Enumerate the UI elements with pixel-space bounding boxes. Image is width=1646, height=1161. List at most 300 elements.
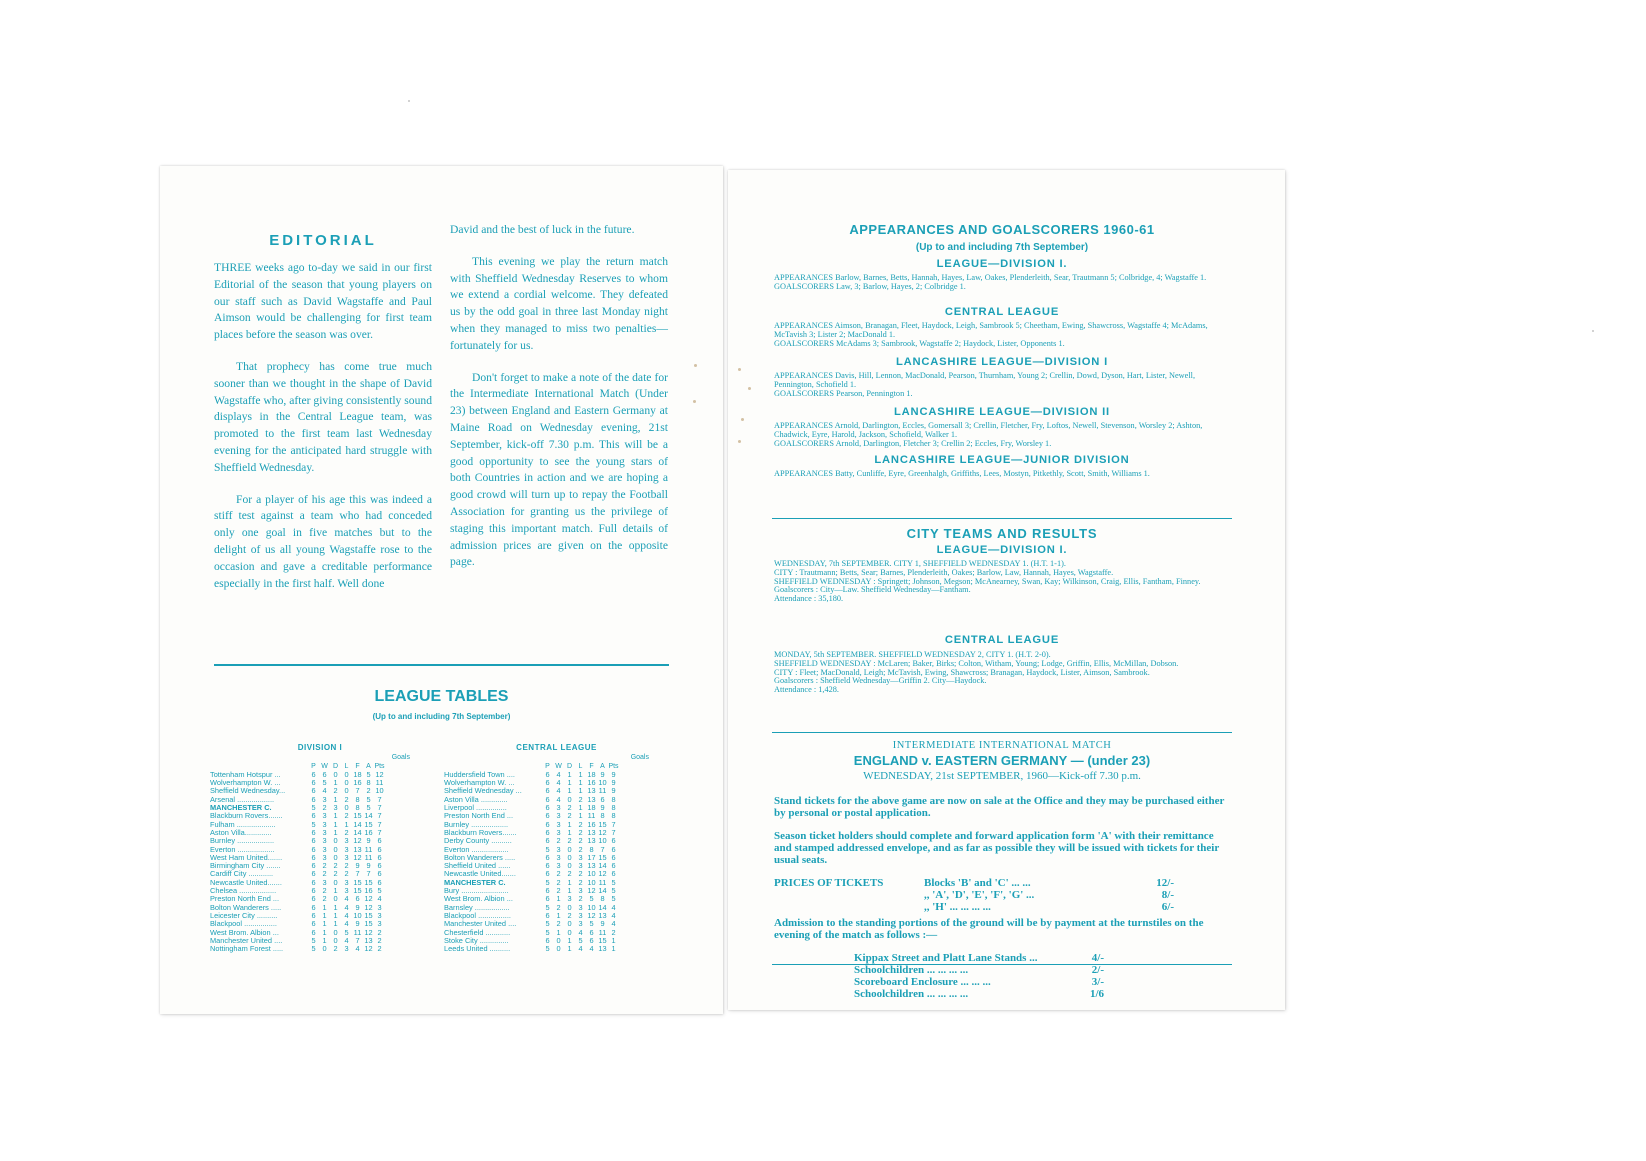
stat-cell: 0 (567, 919, 572, 929)
team-name: Blackburn Rovers....... (210, 812, 283, 821)
stat-cell: 1 (611, 944, 616, 954)
team-name: Nottingham Forest ..... (210, 945, 284, 954)
stat-cell: 12 (353, 836, 362, 846)
section-heading: LANCASHIRE LEAGUE—JUNIOR DIVISION (874, 454, 1130, 466)
team-name: Bury ....................... (444, 887, 509, 896)
stat-cell: 6 (545, 861, 550, 871)
stat-cell: 1 (333, 827, 338, 837)
stat-cell: 4 (589, 944, 594, 954)
stat-cell: 1 (578, 803, 583, 813)
team-name: Newcastle United....... (444, 870, 516, 879)
stat-cell: 10 (598, 836, 607, 846)
left-page (160, 166, 723, 1014)
stat-cell: 0 (333, 852, 338, 862)
stat-cell: 4 (556, 769, 561, 779)
paper-mark (694, 364, 697, 367)
stat-cell: 6 (311, 877, 316, 887)
stat-cell: 6 (545, 836, 550, 846)
stat-cell: 5 (611, 894, 616, 904)
appearances-block (774, 322, 1228, 348)
central-league-table (444, 744, 669, 953)
stat-cell: 18 (587, 803, 596, 813)
stat-cell: 12 (353, 852, 362, 862)
stat-cell: 3 (322, 844, 327, 854)
stat-cell: 3 (578, 861, 583, 871)
stat-cell: 6 (545, 794, 550, 804)
stat-cell: 1 (333, 910, 338, 920)
column-header: F (589, 762, 594, 770)
team-name: Everton .................. (444, 845, 509, 854)
stat-cell: 9 (366, 836, 371, 846)
central-result (774, 651, 1228, 695)
column-header: Pts (374, 762, 385, 770)
stat-cell: 5 (311, 803, 316, 813)
stat-cell: 13 (587, 794, 596, 804)
stat-cell: 0 (333, 927, 338, 937)
stat-cell: 15 (364, 877, 373, 887)
stat-cell: 7 (377, 819, 382, 829)
stat-cell: 4 (344, 935, 349, 945)
team-name: Liverpool ............... (444, 804, 507, 813)
goalscorers-value: McAdams 3; Sambrook, Wagstaffe 2; Haydock, Lister, Opponents 1. (836, 338, 1065, 348)
stat-cell: 3 (578, 910, 583, 920)
stat-cell: 14 (353, 819, 362, 829)
stat-cell: 1 (567, 769, 572, 779)
stat-cell: 2 (322, 869, 327, 879)
stat-cell: 3 (556, 811, 561, 821)
stat-cell: 0 (333, 894, 338, 904)
appearances-block (774, 274, 1228, 292)
team-name: Cardiff City ............ (210, 870, 274, 879)
stat-cell: 1 (556, 927, 561, 937)
stat-cell: 1 (567, 935, 572, 945)
team-name: Everton .................. (210, 845, 275, 854)
stat-cell: 12 (364, 944, 373, 954)
stat-cell: 1 (567, 877, 572, 887)
stat-cell: 2 (556, 919, 561, 929)
stat-cell: 6 (311, 844, 316, 854)
team-name: Tottenham Hotspur ... (210, 770, 281, 779)
price-description: Schoolchildren ... ... ... ... (854, 988, 969, 1000)
stat-cell: 2 (611, 927, 616, 937)
team-name: West Ham United....... (210, 853, 283, 862)
stat-cell: 6 (545, 827, 550, 837)
stat-cell: 13 (598, 944, 607, 954)
paper-mark (738, 368, 741, 371)
team-name: Leicester City .......... (210, 911, 278, 920)
stat-cell: 5 (322, 778, 327, 788)
stat-cell: 8 (611, 811, 616, 821)
goalscorers-line (774, 440, 1228, 449)
stat-cell: 2 (556, 886, 561, 896)
stat-cell: 6 (311, 927, 316, 937)
appearances-title: APPEARANCES AND GOALSCORERS 1960-61 (849, 222, 1155, 237)
stat-cell: 6 (545, 786, 550, 796)
stat-cell: 14 (598, 861, 607, 871)
league-result (774, 560, 1228, 604)
stat-cell: 6 (545, 869, 550, 879)
stat-cell: 9 (611, 786, 616, 796)
stat-cell: 15 (364, 919, 373, 929)
table-name: DIVISION I (297, 743, 343, 752)
section-divider (772, 964, 1232, 965)
stat-cell: 0 (344, 769, 349, 779)
stat-cell: 6 (311, 886, 316, 896)
stat-cell: 0 (567, 902, 572, 912)
stat-cell: 8 (611, 803, 616, 813)
stat-cell: 7 (355, 869, 360, 879)
stat-cell: 14 (353, 827, 362, 837)
goals-label: Goals (391, 754, 410, 762)
stat-cell: 13 (587, 786, 596, 796)
team-name: Chesterfield ............ (444, 928, 511, 937)
team-name: Blackpool ................ (444, 911, 511, 920)
column-header: W (321, 762, 328, 770)
team-name: Derby County .......... (444, 837, 512, 846)
goalscorers-value: Pearson, Pennington 1. (836, 388, 913, 398)
editorial-paragraph: David and the best of luck in the future. (450, 223, 635, 236)
stat-cell: 6 (611, 836, 616, 846)
team-name: Preston North End ... (210, 895, 280, 904)
stat-cell: 11 (587, 811, 596, 821)
ticket-paragraph: Stand tickets for the above game are now on sale at the Office and they may be purchased either by personal or postal application. (774, 795, 1225, 819)
stat-cell: 0 (322, 944, 327, 954)
stat-cell: 2 (567, 803, 572, 813)
stat-cell: 1 (333, 811, 338, 821)
editorial-column-left (214, 260, 432, 607)
team-name: Burnley .................. (444, 820, 509, 829)
team-name: Stoke City .............. (444, 936, 509, 945)
stat-cell: 0 (344, 786, 349, 796)
stat-cell: 7 (600, 844, 605, 854)
standings (210, 763, 385, 954)
stat-cell: 2 (322, 886, 327, 896)
stat-cell: 3 (344, 944, 349, 954)
goalscorers-line (774, 340, 1228, 349)
editorial-paragraph: This evening we play the return match with Sheffield Wednesday Reserves to whom we extend a cordial welcome. They defeated us by the odd goal in three last Monday night when they managed to miss two penalties—fortunately for us. (450, 254, 668, 352)
appearances-line (774, 470, 1228, 479)
stat-cell: 2 (567, 836, 572, 846)
stat-cell: 2 (578, 827, 583, 837)
stat-cell: 0 (567, 927, 572, 937)
stat-cell: 2 (567, 811, 572, 821)
appearances-label: APPEARANCES (774, 371, 834, 380)
stat-cell: 9 (355, 919, 360, 929)
appearances-label: APPEARANCES (774, 273, 834, 282)
team-name: Aston Villa ............. (444, 795, 508, 804)
stat-cell: 6 (611, 852, 616, 862)
stat-cell: 7 (355, 786, 360, 796)
stat-cell: 6 (377, 836, 382, 846)
stat-cell: 8 (355, 803, 360, 813)
stat-cell: 6 (611, 844, 616, 854)
stat-cell: 15 (364, 819, 373, 829)
city-team: CITY : Fleet; MacDonald, Leigh; McTavish, Ewing, Shawcross; Branagan, Haydock, Lister, Aimson, Sambrook. (774, 667, 1150, 677)
stat-cell: 6 (545, 778, 550, 788)
stat-cell: 7 (377, 827, 382, 837)
column-header: D (566, 762, 573, 770)
stat-cell: 5 (311, 819, 316, 829)
stat-cell: 2 (366, 786, 371, 796)
stat-cell: 2 (578, 836, 583, 846)
stat-cell: 1 (567, 944, 572, 954)
stat-cell: 9 (611, 769, 616, 779)
stat-cell: 3 (556, 852, 561, 862)
team-name: MANCHESTER C. (210, 804, 272, 813)
stat-cell: 9 (600, 919, 605, 929)
stat-cell: 5 (589, 894, 594, 904)
stat-cell: 13 (364, 935, 373, 945)
stat-cell: 3 (556, 844, 561, 854)
stat-cell: 0 (344, 803, 349, 813)
match-line: MONDAY, 5th SEPTEMBER. SHEFFIELD WEDNESDAY 2, CITY 1. (H.T. 2-0). (774, 650, 1051, 659)
stat-cell: 12 (598, 869, 607, 879)
stat-cell: 8 (366, 778, 371, 788)
stat-cell: 4 (611, 910, 616, 920)
stat-cell: 6 (311, 827, 316, 837)
team-name: Leeds United .......... (444, 945, 511, 954)
stat-cell: 16 (587, 778, 596, 788)
section-heading: LANCASHIRE LEAGUE—DIVISION I (896, 356, 1108, 368)
stat-cell: 3 (377, 902, 382, 912)
team-name: Barnsley ................. (444, 903, 510, 912)
column-header: A (600, 762, 605, 770)
stat-cell: 2 (322, 803, 327, 813)
stat-cell: 3 (322, 794, 327, 804)
stat-cell: 3 (556, 819, 561, 829)
stat-cell: 3 (344, 877, 349, 887)
appearances-value: Batty, Cunliffe, Eyre, Greenhalgh, Griffiths, Lees, Mostyn, Pitkethly, Scott, Smith, Williams 1. (835, 469, 1150, 478)
stat-cell: 0 (567, 844, 572, 854)
stat-cell: 13 (353, 844, 362, 854)
appearances-value: Arnold, Darlington, Eccles, Gomersall 3; Crellin, Fletcher, Fry, Loftos, Newell, Stevenson, Worsley 2; Ashton, Chadwick, Eyre, Harold, Jackson, Schofield, Walker 1. (774, 421, 1203, 439)
stat-cell: 1 (322, 935, 327, 945)
stat-cell: 6 (545, 886, 550, 896)
stat-cell: 2 (556, 902, 561, 912)
stat-cell: 5 (545, 919, 550, 929)
stat-cell: 8 (589, 844, 594, 854)
stat-cell: 2 (333, 786, 338, 796)
price-row (924, 901, 1174, 913)
stat-cell: 2 (333, 944, 338, 954)
stat-cell: 12 (587, 910, 596, 920)
price-row (854, 976, 1104, 988)
price-value: 1/6 (1089, 988, 1104, 1000)
stat-cell: 10 (598, 778, 607, 788)
stat-cell: 5 (545, 902, 550, 912)
stat-cell: 12 (598, 827, 607, 837)
stat-cell: 6 (377, 869, 382, 879)
stat-cell: 0 (556, 944, 561, 954)
stat-cell: 11 (598, 877, 607, 887)
stat-cell: 2 (578, 794, 583, 804)
stat-cell: 6 (355, 894, 360, 904)
stat-cell: 3 (578, 919, 583, 929)
stat-cell: 6 (311, 794, 316, 804)
price-row (924, 889, 1174, 901)
appearances-label: APPEARANCES (774, 469, 834, 478)
stat-cell: 6 (545, 769, 550, 779)
stat-cell: 5 (611, 877, 616, 887)
stat-cell: 4 (611, 902, 616, 912)
section-divider (772, 732, 1232, 733)
stat-cell: 0 (333, 935, 338, 945)
stat-cell: 3 (578, 852, 583, 862)
attendance-line: Attendance : 35,180. (774, 594, 844, 604)
editorial-paragraph: For a player of his age this was indeed a stiff test against a team who had conceded only one goal in five matches but to the delight of us all young Wagstaffe rose to the occasion and gave a creditable performance especially in the first half. Well done (214, 492, 432, 590)
column-header: W (555, 762, 562, 770)
editorial-title: EDITORIAL (269, 232, 377, 249)
price-row (854, 952, 1104, 964)
editorial-column-right (450, 222, 668, 586)
team-name: Wolverhampton W. ... (444, 779, 515, 788)
stat-cell: 11 (375, 778, 384, 788)
column-header: L (578, 762, 583, 770)
stat-cell: 14 (598, 886, 607, 896)
price-value: 8/- (1161, 889, 1174, 901)
stat-cell: 3 (556, 861, 561, 871)
appearances-block (774, 422, 1228, 448)
team-name: Sheffield Wednesday ... (444, 787, 522, 796)
stat-cell: 6 (311, 778, 316, 788)
stat-cell: 6 (311, 836, 316, 846)
stat-cell: 2 (556, 877, 561, 887)
stat-cell: 10 (587, 877, 596, 887)
section-heading: LANCASHIRE LEAGUE—DIVISION II (894, 406, 1110, 418)
price-description: ,, 'H' ... ... ... ... (924, 901, 991, 913)
international-overline: INTERMEDIATE INTERNATIONAL MATCH (892, 740, 1112, 751)
stat-cell: 3 (322, 852, 327, 862)
team-name: Wolverhampton W. ... (210, 779, 281, 788)
league-tables-title: LEAGUE TABLES (374, 688, 509, 705)
stat-cell: 1 (322, 910, 327, 920)
stat-cell: 4 (355, 944, 360, 954)
team-name: Birmingham City ....... (210, 862, 281, 871)
stat-cell: 8 (600, 811, 605, 821)
stat-cell: 4 (344, 902, 349, 912)
paper-mark (408, 100, 410, 102)
stat-cell: 2 (344, 827, 349, 837)
stat-cell: 9 (600, 803, 605, 813)
stat-cell: 4 (578, 927, 583, 937)
opponent-team: SHEFFIELD WEDNESDAY : McLaren; Baker, Birks; Colton, Witham, Young; Lodge, Griffin, Ellis, McMillan, Dobson. (774, 658, 1179, 668)
stat-cell: 4 (556, 786, 561, 796)
team-label: SHEFFIELD WEDNESDAY : (774, 576, 876, 586)
league-tables-subtitle: (Up to and including 7th September) (372, 712, 511, 721)
stat-cell: 12 (364, 894, 373, 904)
stat-cell: 12 (364, 902, 373, 912)
stat-cell: 11 (364, 844, 373, 854)
stat-cell: 6 (545, 819, 550, 829)
price-value: 2/- (1091, 964, 1104, 976)
paper-mark (748, 387, 751, 390)
stat-cell: 1 (333, 819, 338, 829)
stat-cell: 8 (611, 794, 616, 804)
stat-cell: 1 (322, 919, 327, 929)
stat-cell: 6 (377, 861, 382, 871)
goalscorers-line: Goalscorers : Sheffield Wednesday—Griffin 2. City—Haydock. (774, 676, 987, 686)
stat-cell: 6 (545, 935, 550, 945)
stat-cell: 1 (567, 819, 572, 829)
stat-cell: 1 (578, 769, 583, 779)
price-value: 12/- (1156, 877, 1174, 889)
results-title: CITY TEAMS AND RESULTS (906, 526, 1098, 541)
stat-cell: 3 (556, 827, 561, 837)
stat-cell: 1 (567, 778, 572, 788)
stat-cell: 6 (545, 894, 550, 904)
stat-cell: 6 (311, 852, 316, 862)
team-name: Bolton Wanderers ..... (444, 853, 516, 862)
stat-cell: 3 (344, 886, 349, 896)
appearances-value: Barlow, Barnes, Betts, Hannah, Hayes, Law, Oakes, Plenderleith, Sear, Trautmann 5; Colbridge, 4; Wagstaffe 1. (835, 273, 1207, 282)
stat-cell: 2 (344, 869, 349, 879)
team-name: MANCHESTER C. (444, 878, 506, 887)
stat-cell: 8 (355, 794, 360, 804)
stat-cell: 6 (545, 803, 550, 813)
stat-cell: 2 (578, 869, 583, 879)
stat-cell: 5 (589, 919, 594, 929)
prices-block (774, 877, 1228, 913)
stat-cell: 2 (578, 894, 583, 904)
stat-cell: 6 (311, 861, 316, 871)
stat-cell: 6 (311, 919, 316, 929)
stat-cell: 5 (366, 769, 371, 779)
stat-cell: 4 (344, 894, 349, 904)
table-row (444, 945, 619, 953)
team-name: West Brom. Albion ... (444, 895, 513, 904)
stat-cell: 7 (377, 811, 382, 821)
column-header: L (344, 762, 349, 770)
stat-cell: 1 (567, 827, 572, 837)
stat-cell: 6 (322, 769, 327, 779)
stat-cell: 3 (578, 902, 583, 912)
stat-cell: 0 (567, 852, 572, 862)
stat-cell: 5 (578, 935, 583, 945)
price-value: 4/- (1091, 952, 1104, 964)
stat-cell: 1 (567, 786, 572, 796)
stat-cell: 0 (556, 935, 561, 945)
ticket-paragraph: Season ticket holders should complete and forward application form 'A' with their remittance and stamped addressed envelope, and as far as possible they will be issued with tickets for their usual seats. (774, 830, 1220, 866)
stat-cell: 3 (322, 827, 327, 837)
team-name: Chelsea .................. (210, 887, 277, 896)
editorial-paragraph: THREE weeks ago to-day we said in our first Editorial of the season that young players on our staff such as David Wagstaffe and Paul Aimson would be challenging for first team places before the season was over. (214, 261, 432, 342)
stat-cell: 6 (545, 811, 550, 821)
standing-prices (854, 952, 1104, 1000)
stat-cell: 6 (600, 794, 605, 804)
paper-mark (741, 418, 744, 421)
stat-cell: 16 (353, 778, 362, 788)
stat-cell: 9 (355, 902, 360, 912)
stat-cell: 2 (377, 935, 382, 945)
stat-cell: 5 (344, 927, 349, 937)
appearances-line (774, 372, 1228, 390)
stat-cell: 6 (377, 844, 382, 854)
stat-cell: 5 (366, 803, 371, 813)
stat-cell: 11 (598, 786, 607, 796)
stat-cell: 7 (611, 819, 616, 829)
stat-cell: 4 (344, 910, 349, 920)
stat-cell: 5 (311, 944, 316, 954)
team-name: Arsenal .................. (210, 795, 275, 804)
stat-cell: 12 (587, 886, 596, 896)
stat-cell: 2 (556, 836, 561, 846)
paper-mark (738, 440, 741, 443)
stat-cell: 10 (587, 902, 596, 912)
stat-cell: 5 (545, 927, 550, 937)
international-date: WEDNESDAY, 21st SEPTEMBER, 1960—Kick-off 7.30 p.m. (863, 770, 1141, 782)
match-line: WEDNESDAY, 7th SEPTEMBER. CITY 1, SHEFFIELD WEDNESDAY 1. (H.T. 1-1). (774, 559, 1066, 568)
stat-cell: 3 (377, 910, 382, 920)
